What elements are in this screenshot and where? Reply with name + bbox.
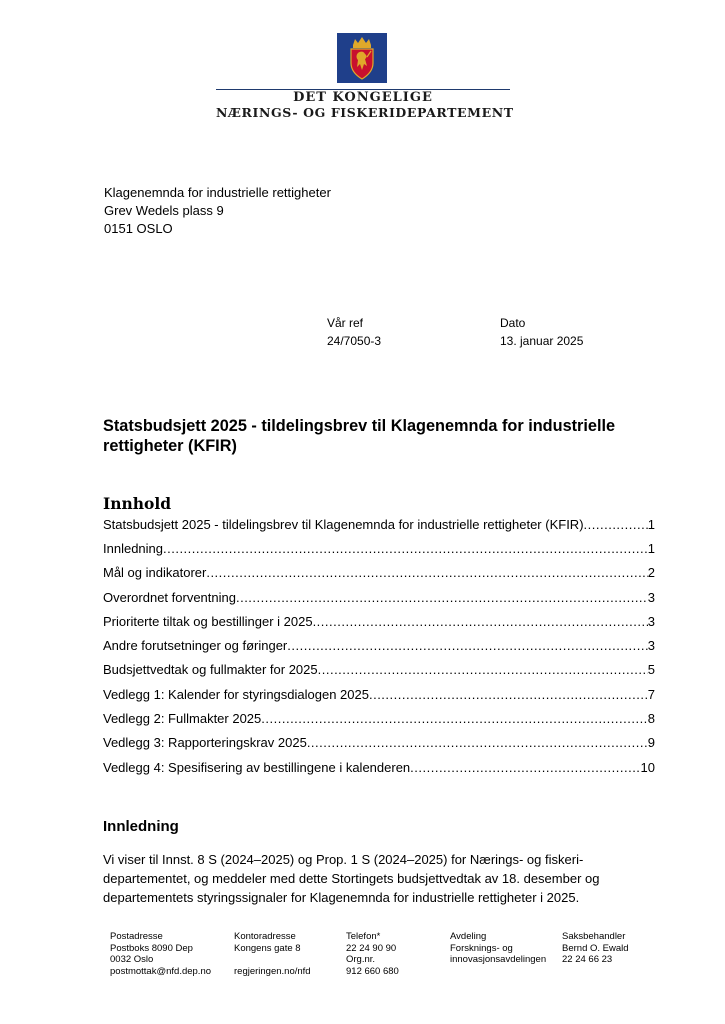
toc-entry-page: 7 (647, 687, 655, 702)
date-value: 13. januar 2025 (500, 334, 584, 348)
recipient-name: Klagenemnda for industrielle rettigheter (104, 185, 331, 200)
toc-entry-page: 3 (647, 638, 655, 653)
introduction-text (103, 850, 633, 907)
footer-department-column (450, 931, 546, 966)
footer-postal-column (110, 931, 211, 977)
document-title: Statsbudsjett 2025 - tildelingsbrev til Klagenemnda for industrielle rettigheter (KFIR) (103, 417, 616, 455)
footer-email-link[interactable]: postmottak@nfd.dep.no (110, 965, 212, 977)
toc-entry-page: 1 (647, 517, 655, 532)
footer-phone-label: Telefon* (346, 931, 381, 942)
toc-entry[interactable] (103, 590, 655, 608)
recipient-street: Grev Wedels plass 9 (104, 203, 224, 218)
toc-entry-label: Prioriterte tiltak og bestillinger i 2025 (103, 614, 313, 629)
our-ref-label: Vår ref (327, 316, 364, 330)
introduction-line: departementets styringssignaler for Klagenemnda for industrielle rettigheter i 2025. (103, 890, 580, 905)
footer-postal-box: Postboks 8090 Dep (110, 942, 193, 954)
toc-entry[interactable] (103, 687, 655, 705)
toc-entry-label: Vedlegg 1: Kalender for styringsdialogen 2025 (103, 687, 369, 702)
toc-entry[interactable] (103, 760, 655, 778)
footer-office-column (234, 931, 311, 977)
footer-postal-city: 0032 Oslo (110, 954, 154, 965)
footer-officer-name: Bernd O. Ewald (562, 942, 629, 954)
footer-orgnr-label: Org.nr. (346, 954, 376, 965)
toc-entry-label: Vedlegg 4: Spesifisering av bestillingene i kalenderen (103, 760, 411, 775)
toc-entry-label: Mål og indikatorer (103, 565, 207, 580)
footer-department-line1: Forsknings- og (450, 942, 513, 954)
footer-office-label: Kontoradresse (234, 931, 296, 942)
date-label: Dato (500, 316, 526, 330)
toc-entry-label: Andre forutsetninger og føringer (103, 638, 288, 653)
toc-entry[interactable] (103, 614, 655, 632)
toc-entry[interactable] (103, 638, 655, 656)
ministry-name-line2: NÆRINGS- OG FISKERIDEPARTEMENT (216, 105, 514, 120)
toc-entry-label: Innledning (103, 541, 163, 556)
coat-of-arms-logo (337, 33, 387, 83)
our-ref-value: 24/7050-3 (327, 334, 382, 348)
toc-entry[interactable] (103, 541, 655, 559)
toc-entry[interactable] (103, 565, 655, 583)
footer-orgnr-value: 912 660 680 (346, 965, 399, 977)
toc-entry[interactable] (103, 735, 655, 753)
toc-entry-page: 5 (647, 662, 655, 677)
toc-entry-page: 2 (647, 565, 655, 580)
toc-entry-label: Statsbudsjett 2025 - tildelingsbrev til Klagenemnda for industrielle rettigheter (KFIR) (103, 517, 584, 532)
footer-department-label: Avdeling (450, 931, 487, 942)
footer-department-line2: innovasjonsavdelingen (450, 954, 547, 965)
toc-entry[interactable] (103, 517, 655, 535)
toc-entry-label: Vedlegg 3: Rapporteringskrav 2025 (103, 735, 307, 750)
toc-entry-page: 8 (647, 711, 655, 726)
footer-phone-number: 22 24 90 90 (346, 942, 397, 954)
footer-phone-column (346, 931, 399, 977)
ministry-name-line1: DET KONGELIGE (293, 90, 433, 105)
introduction-line: Vi viser til Innst. 8 S (2024–2025) og Prop. 1 S (2024–2025) for Nærings- og fiskeri- (103, 852, 584, 867)
toc-entry-page: 3 (647, 590, 655, 605)
contents-heading: Innhold (103, 494, 172, 513)
toc-entry-page: 10 (640, 760, 655, 775)
footer-website-link[interactable]: regjeringen.no/nfd (234, 965, 311, 977)
recipient-city: 0151 OSLO (104, 221, 173, 236)
footer-officer-label: Saksbehandler (562, 931, 626, 942)
toc-entry[interactable] (103, 662, 655, 680)
toc-entry-label: Budsjettvedtak og fullmakter for 2025 (103, 662, 318, 677)
toc-entry-page: 9 (647, 735, 655, 750)
toc-entry-page: 1 (647, 541, 655, 556)
toc-entry-page: 3 (647, 614, 655, 629)
footer-officer-column (562, 931, 629, 966)
footer-officer-phone: 22 24 66 23 (562, 954, 613, 965)
introduction-heading: Innledning (103, 818, 179, 835)
footer-office-street: Kongens gate 8 (234, 942, 301, 954)
toc-entry-label: Vedlegg 2: Fullmakter 2025 (103, 711, 262, 726)
introduction-line: departementet, og meddeler med dette Stortingets budsjettvedtak av 18. desember og (103, 871, 600, 886)
toc-entry[interactable] (103, 711, 655, 729)
footer-postal-label: Postadresse (110, 931, 163, 942)
toc-entry-label: Overordnet forventning (103, 590, 236, 605)
